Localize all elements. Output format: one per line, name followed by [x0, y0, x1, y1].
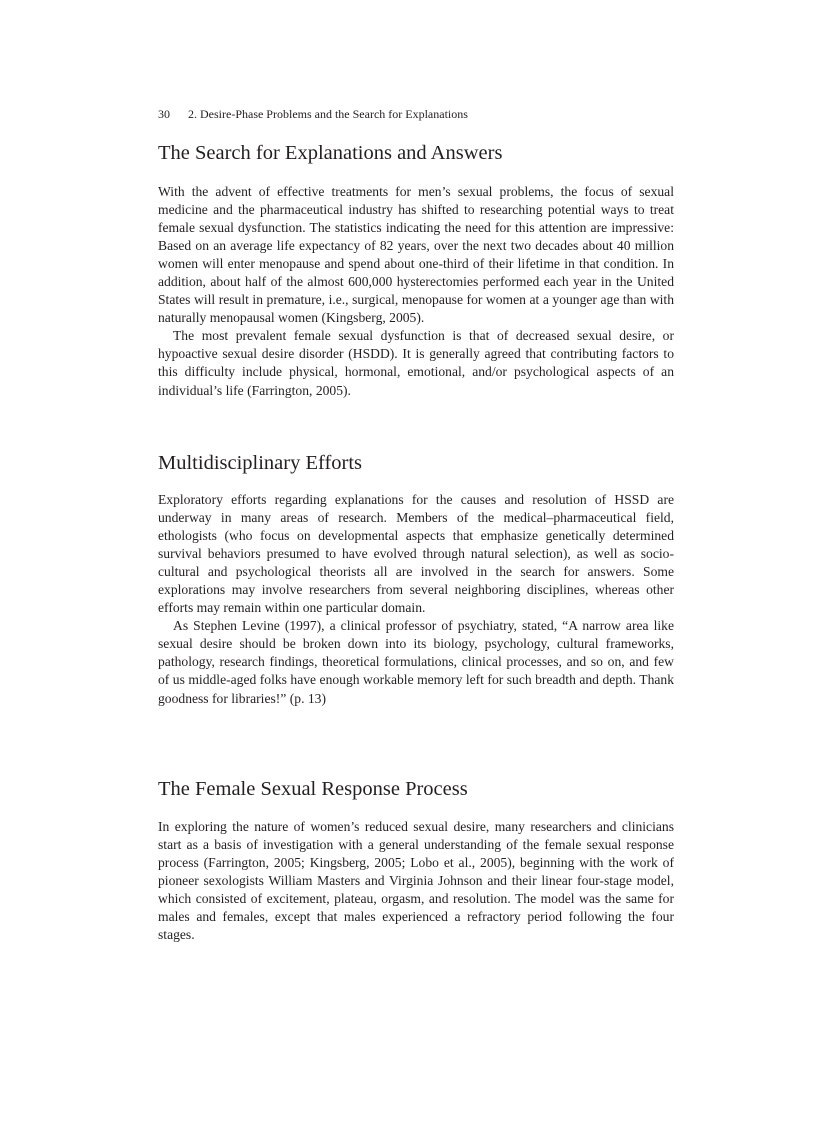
- chapter-title: 2. Desire-Phase Problems and the Search for Explanations: [188, 107, 468, 121]
- section-heading-female-sexual-response: The Female Sexual Response Process: [158, 778, 468, 800]
- section-body-female-sexual-response: [158, 818, 674, 944]
- section-body-search-for-explanations: [158, 183, 674, 400]
- running-head: [158, 106, 468, 122]
- paragraph: In exploring the nature of women’s reduced sexual desire, many researchers and clinicians start as a basis of investigation with a general understanding of the female sexual response process (Farrington, 2005; Kingsberg, 2005; Lobo et al., 2005), beginning with the work of pioneer sexologists William Masters and Virginia Johnson and their linear four-stage model, which consisted of excitement, plateau, orgasm, and resolution. The model was the same for males and females, except that males experienced a refractory period following the four stages.: [158, 819, 674, 943]
- section-heading-search-for-explanations: The Search for Explanations and Answers: [158, 142, 503, 164]
- page-number: 30: [158, 107, 170, 121]
- paragraph: With the advent of effective treatments for men’s sexual problems, the focus of sexual medicine and the pharmaceutical industry has shifted to researching potential ways to treat female sexual dysfunction. The statistics indicating the need for this attention are impressive: Based on an average life expectancy of 82 years, over the next two decades about 40 million women will enter menopause and spend about one-third of their lifetime in that condition. In addition, about half of the almost 600,000 hysterectomies performed each year in the United States will result in premature, i.e., surgical, menopause for women at a younger age than with naturally menopausal women (Kingsberg, 2005).: [158, 184, 674, 326]
- section-heading-multidisciplinary-efforts: Multidisciplinary Efforts: [158, 452, 363, 474]
- section-body-multidisciplinary-efforts: [158, 491, 674, 708]
- paragraph: As Stephen Levine (1997), a clinical professor of psychiatry, stated, “A narrow area like sexual desire should be broken down into its biology, psychology, cultural frameworks, pathology, research findings, theoretical formulations, clinical processes, and so on, and few of us middle-aged folks have enough workable memory left for such breadth and depth. Thank goodness for libraries!” (p. 13): [158, 618, 674, 706]
- paragraph: Exploratory efforts regarding explanations for the causes and resolution of HSSD are underway in many areas of research. Members of the medical–pharmaceutical field, ethologists (who focus on developmental aspects that emphasize genetically determined survival behaviors presumed to have evolved through natural selection), as well as socio-cultural and psychological theorists all are involved in the search for answers. Some explorations may involve researchers from several neighboring disciplines, whereas other efforts may remain within one particular domain.: [158, 492, 674, 616]
- paragraph: The most prevalent female sexual dysfunction is that of decreased sexual desire, or hypoactive sexual desire disorder (HSDD). It is generally agreed that contributing factors to this difficulty include physical, hormonal, emotional, and/or psychological aspects of an individual’s life (Farrington, 2005).: [158, 328, 674, 398]
